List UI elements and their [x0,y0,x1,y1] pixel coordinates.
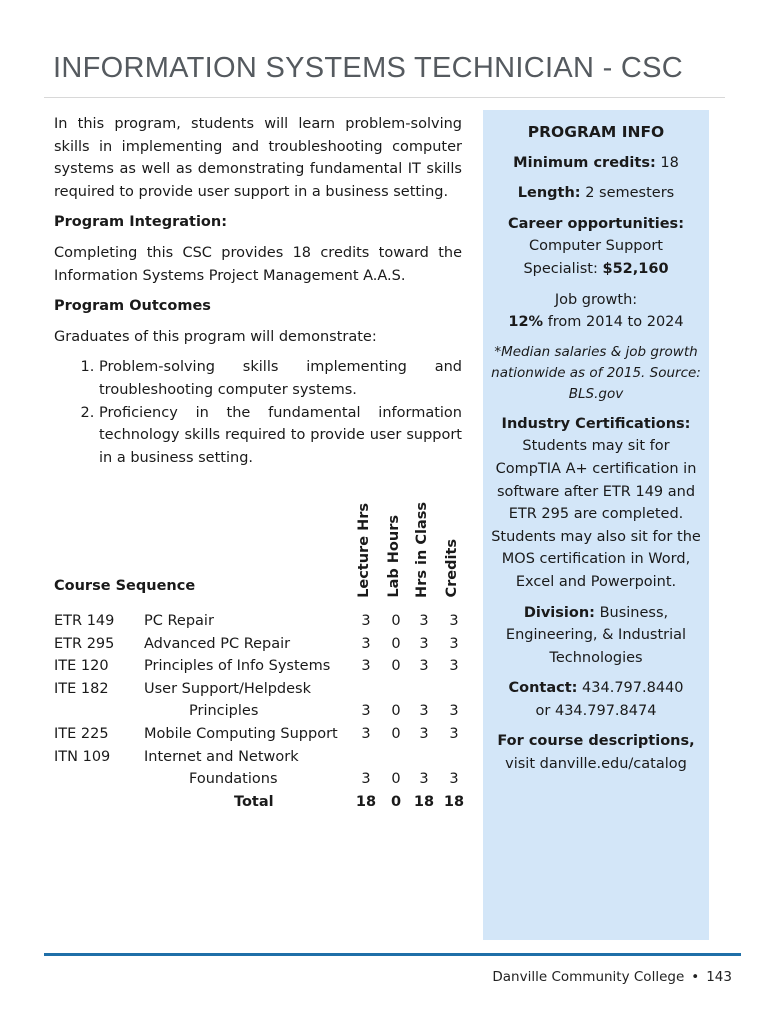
program-length: Length: 2 semesters [517,185,675,202]
course-title-continued: Foundations [189,771,278,788]
credits: 3 [449,635,459,652]
salary-note: *Median salaries & job growth nationwide as of 2015. Source: BLS.gov [491,343,701,402]
outcome-item: 2. Proficiency in the fundamental information technology skills required to provide user support in a business setting. [99,402,462,470]
outcomes-list [54,356,462,469]
lecture-hrs: 3 [361,613,371,629]
class-hrs: 3 [419,771,429,788]
credits: 3 [449,613,459,629]
credits: 3 [449,658,459,675]
lecture-hrs: 3 [361,658,371,675]
class-hrs: 3 [419,725,429,742]
integration-text: Completing this CSC provides 18 credits toward the Information Systems Project Management A.A.S. [54,244,462,284]
table-row [54,700,466,723]
column-header-class: Hrs in Class [414,502,430,598]
total-credits: 18 [443,793,465,810]
course-title: PC Repair [144,613,214,629]
total-lecture: 18 [355,793,377,810]
course-code: ETR 149 [54,613,115,629]
min-credits: Minimum credits: 18 [513,154,679,171]
page-number: 143 [706,969,732,985]
lab-hrs: 0 [391,771,401,788]
division: Division: Business, Engineering, & Industrial Technologies [505,604,687,666]
program-info-sidebar [483,110,709,940]
catalog-link: visit danville.edu/catalog [505,756,687,773]
career-opportunities: Career opportunities: Computer Support Specialist: $52,160 [508,215,684,277]
lecture-hrs: 3 [361,635,371,652]
course-title: Internet and Network [144,748,299,765]
credits: 3 [449,725,459,742]
lab-hrs: 0 [391,725,401,742]
course-descriptions: For course descriptions, visit danville.edu/catalog [497,733,695,773]
industry-certifications: Industry Certifications: Students may sit for CompTIA A+ certification in software after ETR 149 and ETR 295 are completed. Students may also sit for the MOS certification in Word, Excel and Powerpoint. [491,415,701,590]
table-row [54,768,466,791]
lab-hrs: 0 [391,613,401,629]
intro-paragraph: In this program, students will learn problem-solving skills in implementing and troubleshooting computer systems as well as demonstrating fundamental IT skills required to provide user support in a business setting. [54,116,462,200]
lecture-hrs: 3 [361,703,371,720]
job-growth: Job growth: 12% from 2014 to 2024 [508,291,684,331]
class-hrs: 3 [419,635,429,652]
footer-divider [44,953,741,956]
integration-heading: Program Integration: [54,214,227,231]
total-label: Total [234,793,274,810]
page-title: INFORMATION SYSTEMS TECHNICIAN - CSC [53,52,684,84]
course-title-continued: Principles [189,703,259,720]
course-title: Mobile Computing Support [144,725,338,742]
outcome-item: 1. Problem-solving skills implementing and troubleshooting computer systems. [99,356,462,401]
college-name: Danville Community College [492,969,685,985]
lab-hrs: 0 [391,635,401,652]
sidebar-heading: PROGRAM INFO [527,123,665,141]
outcomes-heading: Program Outcomes [54,298,211,315]
lecture-hrs: 3 [361,725,371,742]
lecture-hrs: 3 [361,771,371,788]
table-row [54,746,466,769]
column-header-lab: Lab Hours [386,515,402,598]
course-code: ETR 295 [54,635,115,652]
course-title: User Support/Helpdesk [144,680,311,697]
course-title: Advanced PC Repair [144,635,291,652]
table-row [54,633,466,656]
outcomes-lead: Graduates of this program will demonstrate: [54,328,377,345]
lab-hrs: 0 [391,703,401,720]
course-title: Principles of Info Systems [144,658,331,675]
column-header-credits: Credits [444,539,460,598]
table-row [54,678,466,701]
lab-hrs: 0 [391,658,401,675]
contact: Contact: 434.797.8440 or 434.797.8474 [508,680,684,719]
course-code: ITE 120 [54,658,109,675]
table-row [54,610,466,633]
class-hrs: 3 [419,613,429,629]
column-header-lecture: Lecture Hrs [356,503,372,598]
total-row [54,791,466,814]
course-code: ITN 109 [54,748,111,765]
class-hrs: 3 [419,658,429,675]
course-code: ITE 182 [54,680,109,697]
table-row [54,723,466,746]
credits: 3 [449,703,459,720]
course-code: ITE 225 [54,725,109,742]
main-content [54,113,462,469]
footer-separator: • [691,969,700,985]
course-sequence-heading: Course Sequence [54,578,196,594]
title-divider [44,97,725,98]
total-lab: 0 [390,793,402,810]
page-footer [492,969,732,985]
table-row [54,655,466,678]
class-hrs: 3 [419,703,429,720]
credits: 3 [449,771,459,788]
total-class: 18 [413,793,435,810]
